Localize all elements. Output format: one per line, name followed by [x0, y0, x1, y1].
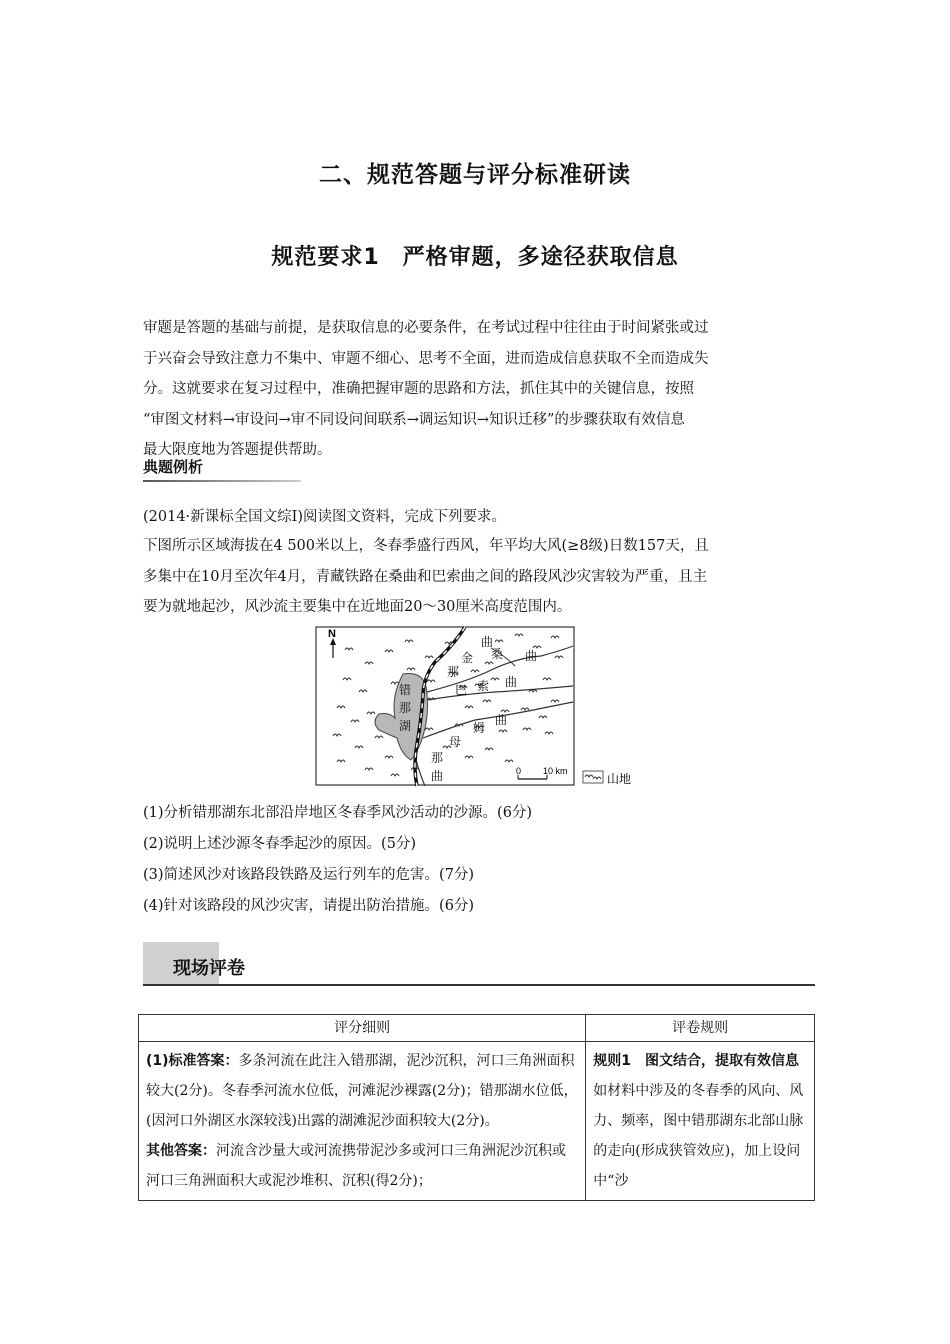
rule-text: 如材料中涉及的冬春季的风向、风力、频率，图中错那湖东北部山脉的走向(形成狭管效应)，加上设问中“沙 — [593, 1083, 804, 1189]
example-tag: 典题例析 — [143, 458, 204, 476]
intro-line: “审图文材料→审设问→审不同设问间联系→调运知识→知识迁移”的步骤获取有效信息 — [143, 411, 685, 428]
grading-table — [138, 1014, 815, 1201]
section-subtitle: 规范要求1 严格审题，多途径获取信息 — [271, 245, 679, 270]
svg-text:N: N — [328, 628, 336, 640]
river-label: 姆 — [473, 721, 486, 735]
section-title: 现场评卷 — [173, 958, 245, 979]
lake-label: 湖 — [399, 719, 412, 733]
standard-answer-text: 多条河流在此注入错那湖，泥沙沉积，河口三角洲面积较大(2分)。冬春季河流水位低，河滩泥沙裸露(2分)；错那湖水位低，(因河口外湖区水深较浅)出露的湖滩泥沙面积较大(2分)。 — [146, 1053, 578, 1129]
table-header-cell: 评分细则 — [139, 1015, 586, 1042]
intro-line: 分。这就要求在复习过程中，准确把握审题的思路和方法，抓住其中的关键信息，按照 — [143, 381, 694, 397]
intro-paragraph — [143, 313, 813, 466]
lake-label: 那 — [399, 701, 412, 715]
material-line: 要为就地起沙，风沙流主要集中在近地面20～30厘米高度范围内。 — [143, 599, 572, 615]
standard-answer-label: (1)标准答案： — [146, 1053, 239, 1069]
river-label: 曲 — [525, 649, 538, 663]
intro-line: 审题是答题的基础与前提，是获取信息的必要条件，在考试过程中往往由于时间紧张或过 — [143, 320, 709, 336]
river-label: 那 — [447, 665, 460, 679]
river-label: 曲 — [431, 769, 444, 783]
material-paragraph — [143, 531, 813, 623]
svg-text:10 km: 10 km — [543, 766, 568, 776]
table-cell-rules — [586, 1042, 815, 1201]
region-map — [315, 626, 650, 788]
material-line: 下图所示区域海拔在4 500米以上，冬春季盛行西风，年平均大风(≥8级)日数157天，且 — [143, 538, 709, 554]
example-tag-underline — [143, 480, 301, 482]
svg-text:0: 0 — [516, 766, 522, 776]
question-4: (4)针对该路段的风沙灾害，请提出防治措施。(6分) — [143, 898, 475, 914]
river-label: 母 — [449, 735, 462, 749]
scale-bar — [515, 764, 571, 782]
table-cell-criteria — [139, 1042, 586, 1201]
river-label: 巴 — [455, 683, 468, 697]
intro-line: 最大限度地为答题提供帮助。 — [143, 442, 332, 458]
river-label: 曲 — [505, 675, 518, 689]
material-line: 多集中在10月至次年4月，青藏铁路在桑曲和巴索曲之间的路段风沙灾害较为严重，且主 — [143, 568, 708, 585]
table-header-cell: 评卷规则 — [586, 1015, 815, 1042]
table-row — [139, 1042, 815, 1201]
lake-label: 错 — [399, 683, 412, 697]
river-label: 桑 — [491, 647, 504, 661]
map-legend — [583, 771, 631, 786]
legend-label: 山地 — [607, 772, 632, 786]
river-label: 曲 — [495, 713, 508, 727]
question-3: (3)简述风沙对该路段铁路及运行列车的危害。(7分) — [143, 867, 475, 883]
other-answer-label: 其他答案： — [146, 1143, 216, 1159]
other-answer-text: 河流含沙量大或河流携带泥沙多或河口三角洲泥沙沉积或河口三角洲面积大或泥沙堆积、沉积(得2分)； — [146, 1143, 566, 1189]
river-label: 金 — [461, 651, 474, 665]
river-label: 索 — [477, 679, 490, 693]
river-label: 那 — [431, 751, 444, 765]
section-rule — [143, 984, 815, 986]
source-line: (2014·新课标全国文综Ⅰ)阅读图文资料，完成下列要求。 — [143, 509, 507, 525]
river-label: 曲 — [481, 635, 494, 649]
question-1: (1)分析错那湖东北部沿岸地区冬春季风沙活动的沙源。(6分) — [143, 805, 533, 821]
question-2: (2)说明上述沙源冬春季起沙的原因。(5分) — [143, 836, 417, 852]
rule-title: 规则1 图文结合，提取有效信息 — [593, 1053, 800, 1069]
table-header-row — [139, 1015, 815, 1042]
intro-line: 于兴奋会导致注意力不集中、审题不细心、思考不全面，进而造成信息获取不全而造成失 — [143, 350, 709, 367]
page-title: 二、规范答题与评分标准研读 — [319, 162, 631, 188]
section-header — [143, 942, 815, 986]
